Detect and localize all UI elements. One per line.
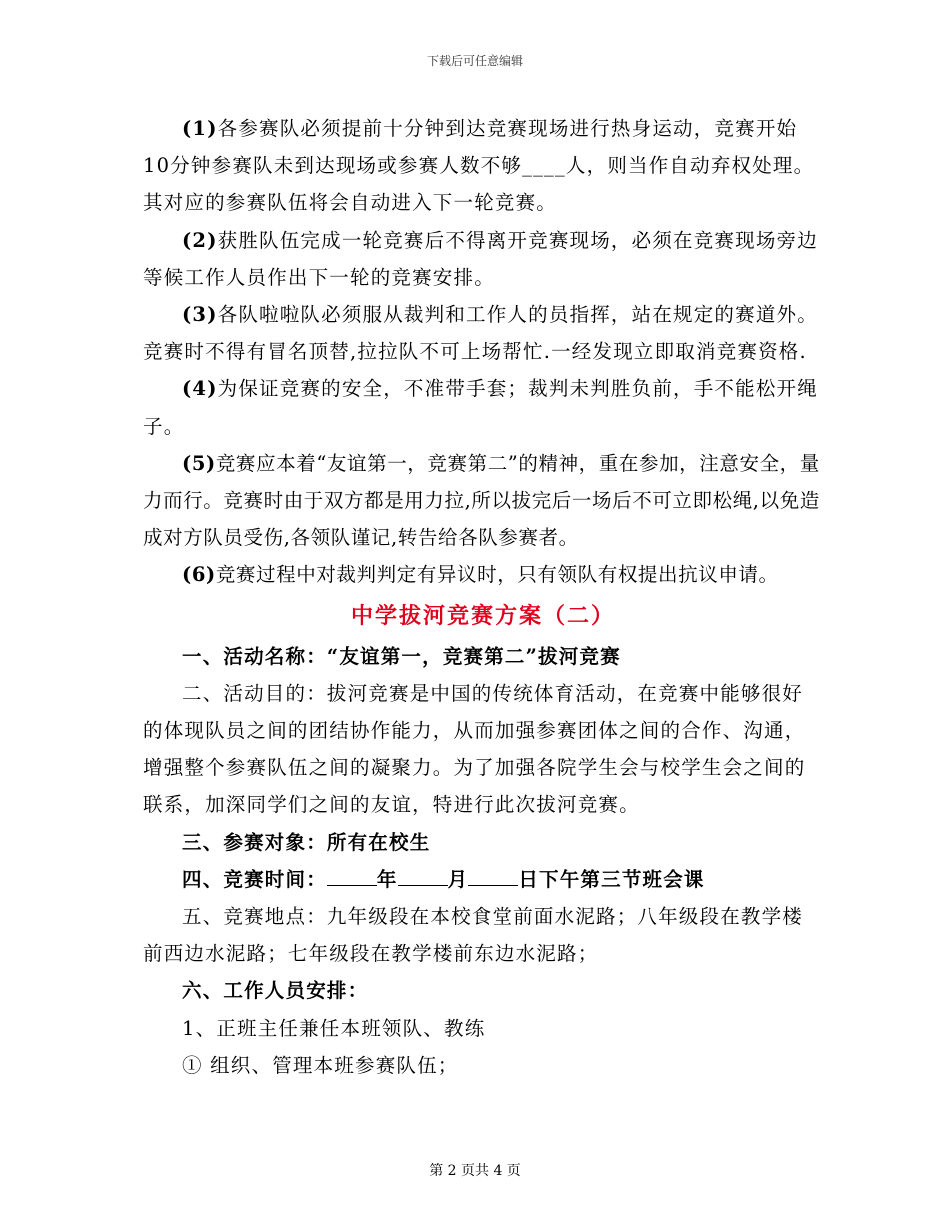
month-label: 月 [447, 867, 469, 891]
document-body [143, 110, 823, 1084]
staff-item-1: 1、正班主任兼任本班领队、教练 [182, 1016, 486, 1040]
year-label: 年 [376, 867, 398, 891]
rule-6 [143, 556, 823, 593]
activity-purpose: 二、活动目的：拔河竞赛是中国的传统体育活动，在竞赛中能够很好的体现队员之间的团结协作能力，从而加强参赛团体之间的合作、沟通，增强整个参赛队伍之间的凝聚力。为了加强各院学生会与校学生会之间的联系，加深同学们之间的友谊，特进行此次拔河竞赛。 [143, 681, 806, 817]
rule-1-number: (1) [182, 117, 218, 140]
rule-2 [143, 222, 823, 296]
page-header: 下载后可任意编辑 [426, 54, 523, 68]
rule-3 [143, 296, 823, 370]
rule-6-text: 竞赛过程中对裁判判定有异议时，只有领队有权提出抗议申请。 [215, 563, 779, 587]
participants: 三、参赛对象：所有在校生 [182, 830, 431, 854]
day-blank [468, 867, 518, 886]
rule-1 [143, 110, 823, 222]
rule-5-text: 竞赛应本着“友谊第一，竞赛第二”的精神，重在参加，注意安全，量力而行。竞赛时由于双方都是用力拉,所以拔完后一场后不可立即松绳,以免造成对方队员受伤,各领队谨记,转告给各队参赛者。 [143, 451, 820, 550]
rule-4 [143, 370, 823, 444]
year-blank [327, 867, 377, 886]
page-footer: 第 2 页共 4 页 [429, 1163, 521, 1179]
competition-venue: 五、竞赛地点：九年级段在本校食堂前面水泥路；八年级段在教学楼前西边水泥路；七年级段在教学楼前东边水泥路； [143, 905, 804, 966]
month-blank [398, 867, 448, 886]
rule-5-number: (5) [182, 451, 216, 475]
rule-4-number: (4) [182, 377, 218, 401]
staff-item-1-a: ① 组织、管理本班参赛队伍； [182, 1053, 459, 1077]
rule-5 [143, 445, 823, 557]
rule-2-number: (2) [182, 228, 218, 252]
staff-arrangement: 六、工作人员安排： [182, 979, 369, 1003]
rule-3-text: 各队啦啦队必须服从裁判和工作人的员指挥，站在规定的赛道外。竞赛时不得有冒名顶替,拉拉队不可上场帮忙.一经发现立即取消竞赛资格. [143, 303, 818, 364]
activity-name: 一、活动名称：“友谊第一，竞赛第二”拔河竞赛 [182, 644, 621, 668]
rule-6-number: (6) [182, 563, 216, 587]
rule-3-number: (3) [182, 303, 218, 327]
rule-4-text: 为保证竞赛的安全，不准带手套；裁判未判胜负前，手不能松开绳子。 [143, 377, 818, 438]
competition-time [143, 861, 823, 898]
section-title: 中学拔河竞赛方案（二） [350, 602, 615, 629]
time-label: 四、竞赛时间： [182, 867, 327, 891]
day-label: 日下午第三节班会课 [518, 867, 705, 891]
rule-1-text: 各参赛队必须提前十分钟到达竞赛现场进行热身运动，竞赛开始10分钟参赛队未到达现场或参赛人数不够____人，则当作自动弃权处理。其对应的参赛队伍将会自动进入下一轮竞赛。 [143, 117, 815, 215]
rule-2-text: 获胜队伍完成一轮竞赛后不得离开竞赛现场，必须在竞赛现场旁边等候工作人员作出下一轮的竞赛安排。 [143, 228, 818, 289]
